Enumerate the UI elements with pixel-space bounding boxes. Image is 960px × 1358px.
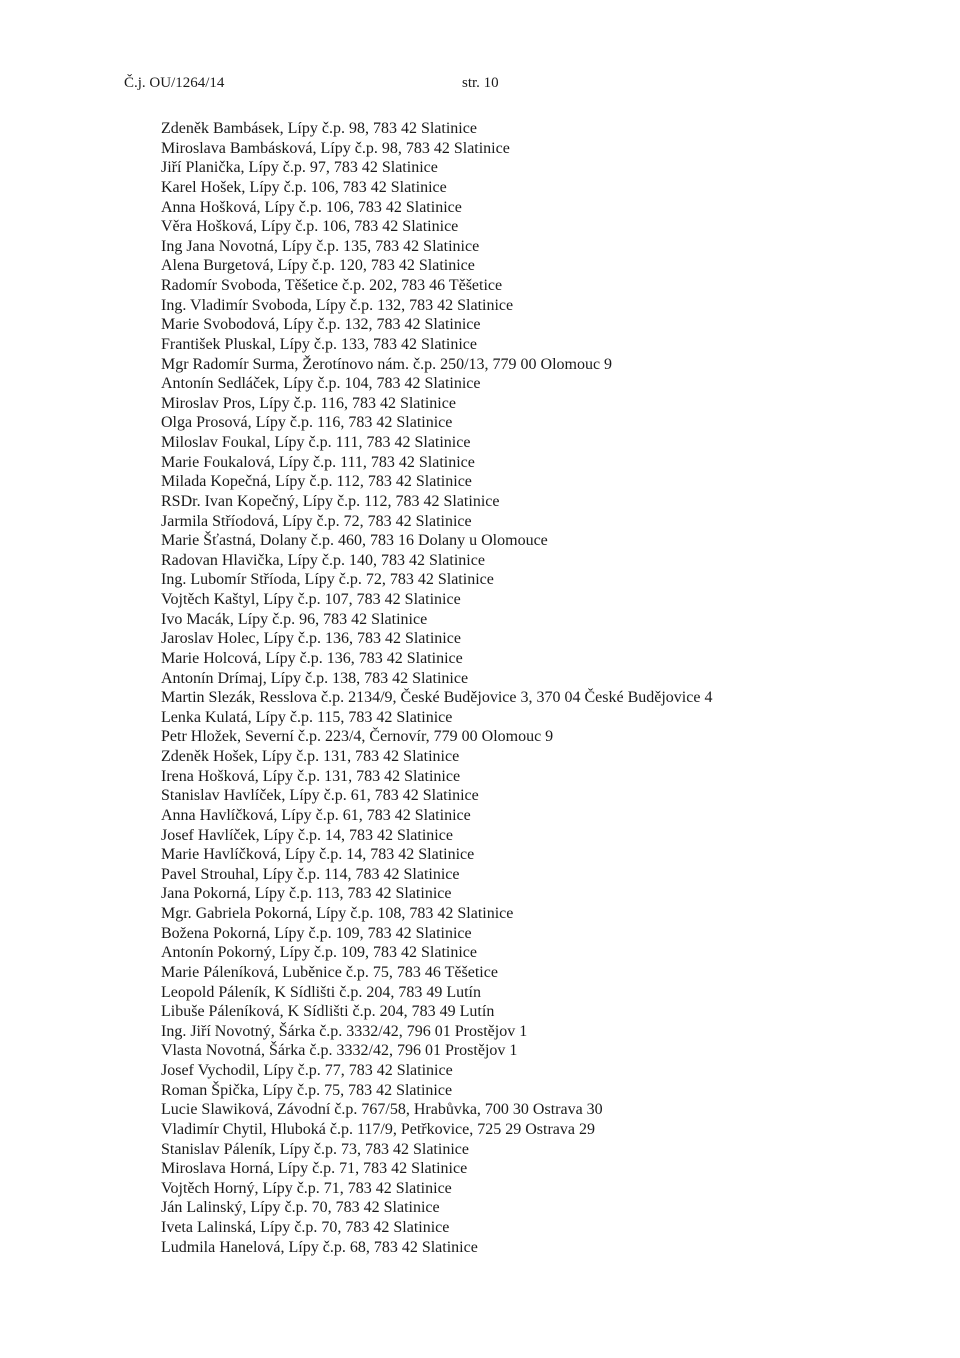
list-item: Irena Hošková, Lípy č.p. 131, 783 42 Slatinice <box>161 767 461 785</box>
list-item: Ing. Jiří Novotný, Šárka č.p. 3332/42, 796 01 Prostějov 1 <box>161 1022 528 1040</box>
list-item: Anna Havlíčková, Lípy č.p. 61, 783 42 Slatinice <box>161 806 471 824</box>
list-item: Petr Hložek, Severní č.p. 223/4, Černovír, 779 00 Olomouc 9 <box>161 728 554 746</box>
list-item: Věra Hošková, Lípy č.p. 106, 783 42 Slatinice <box>161 218 459 236</box>
list-item: Vlasta Novotná, Šárka č.p. 3332/42, 796 01 Prostějov 1 <box>161 1042 518 1060</box>
list-item: Ivo Macák, Lípy č.p. 96, 783 42 Slatinice <box>161 610 428 628</box>
list-item: Jaroslav Holec, Lípy č.p. 136, 783 42 Slatinice <box>161 630 461 648</box>
list-item: Anna Hošková, Lípy č.p. 106, 783 42 Slatinice <box>161 198 462 216</box>
list-item: Leopold Páleník, K Sídlišti č.p. 204, 783 49 Lutín <box>161 983 481 1001</box>
list-item: Ludmila Hanelová, Lípy č.p. 68, 783 42 Slatinice <box>161 1238 478 1256</box>
list-item: RSDr. Ivan Kopečný, Lípy č.p. 112, 783 42 Slatinice <box>161 492 500 510</box>
list-item: Vojtěch Horný, Lípy č.p. 71, 783 42 Slatinice <box>161 1179 452 1197</box>
list-item: Marie Svobodová, Lípy č.p. 132, 783 42 Slatinice <box>161 316 481 334</box>
list-item: Marie Šťastná, Dolany č.p. 460, 783 16 Dolany u Olomouce <box>161 532 548 550</box>
list-item: Marie Havlíčková, Lípy č.p. 14, 783 42 Slatinice <box>161 846 475 864</box>
list-item: František Pluskal, Lípy č.p. 133, 783 42 Slatinice <box>161 335 477 353</box>
list-item: Jarmila Stříodová, Lípy č.p. 72, 783 42 Slatinice <box>161 512 472 530</box>
list-item: Iveta Lalinská, Lípy č.p. 70, 783 42 Slatinice <box>161 1219 450 1236</box>
list-item: Radovan Hlavička, Lípy č.p. 140, 783 42 Slatinice <box>161 551 485 569</box>
list-item: Mgr. Gabriela Pokorná, Lípy č.p. 108, 783 42 Slatinice <box>161 905 514 922</box>
list-item: Libuše Páleníková, K Sídlišti č.p. 204, 783 49 Lutín <box>161 1003 495 1021</box>
list-item: Marie Foukalová, Lípy č.p. 111, 783 42 Slatinice <box>161 453 475 471</box>
list-item: Pavel Strouhal, Lípy č.p. 114, 783 42 Slatinice <box>161 865 460 883</box>
list-item: Antonín Pokorný, Lípy č.p. 109, 783 42 Slatinice <box>161 944 477 962</box>
list-item: Josef Havlíček, Lípy č.p. 14, 783 42 Slatinice <box>161 826 453 844</box>
list-item: Ing Jana Novotná, Lípy č.p. 135, 783 42 Slatinice <box>161 237 480 255</box>
page-number: str. 10 <box>462 75 499 91</box>
address-list <box>161 119 712 1257</box>
list-item: Marie Holcová, Lípy č.p. 136, 783 42 Slatinice <box>161 649 463 667</box>
list-item: Vladimír Chytil, Hluboká č.p. 117/9, Petřkovice, 725 29 Ostrava 29 <box>161 1120 596 1138</box>
list-item: Stanislav Havlíček, Lípy č.p. 61, 783 42 Slatinice <box>161 787 479 805</box>
list-item: Mgr Radomír Surma, Žerotínovo nám. č.p. 250/13, 779 00 Olomouc 9 <box>161 355 613 373</box>
list-item: Lenka Kulatá, Lípy č.p. 115, 783 42 Slatinice <box>161 708 453 726</box>
list-item: Olga Prosová, Lípy č.p. 116, 783 42 Slatinice <box>161 414 453 432</box>
list-item: Ing. Vladimír Svoboda, Lípy č.p. 132, 783 42 Slatinice <box>161 296 514 314</box>
list-item: Zdeněk Hošek, Lípy č.p. 131, 783 42 Slatinice <box>161 748 460 765</box>
list-item: Božena Pokorná, Lípy č.p. 109, 783 42 Slatinice <box>161 924 472 942</box>
list-item: Martin Slezák, Resslova č.p. 2134/9, České Budějovice 3, 370 04 České Budějovice 4 <box>161 689 713 707</box>
list-item: Ján Lalinský, Lípy č.p. 70, 783 42 Slatinice <box>161 1199 440 1217</box>
document-reference: Č.j. OU/1264/14 <box>124 75 225 91</box>
list-item: Jiří Planička, Lípy č.p. 97, 783 42 Slatinice <box>161 159 438 177</box>
list-item: Miroslav Pros, Lípy č.p. 116, 783 42 Slatinice <box>161 394 456 412</box>
list-item: Milada Kopečná, Lípy č.p. 112, 783 42 Slatinice <box>161 473 472 491</box>
list-item: Antonín Sedláček, Lípy č.p. 104, 783 42 Slatinice <box>161 375 481 393</box>
list-item: Jana Pokorná, Lípy č.p. 113, 783 42 Slatinice <box>161 885 452 903</box>
list-item: Stanislav Páleník, Lípy č.p. 73, 783 42 Slatinice <box>161 1140 469 1158</box>
list-item: Marie Páleníková, Luběnice č.p. 75, 783 46 Těšetice <box>161 963 498 981</box>
list-item: Alena Burgetová, Lípy č.p. 120, 783 42 Slatinice <box>161 257 475 275</box>
list-item: Josef Vychodil, Lípy č.p. 77, 783 42 Slatinice <box>161 1062 453 1079</box>
list-item: Vojtěch Kaštyl, Lípy č.p. 107, 783 42 Slatinice <box>161 591 461 608</box>
list-item: Lucie Slawiková, Závodní č.p. 767/58, Hrabůvka, 700 30 Ostrava 30 <box>161 1101 603 1119</box>
list-item: Antonín Drímaj, Lípy č.p. 138, 783 42 Slatinice <box>161 669 469 687</box>
list-item: Miloslav Foukal, Lípy č.p. 111, 783 42 Slatinice <box>161 434 471 451</box>
list-item: Ing. Lubomír Stříoda, Lípy č.p. 72, 783 42 Slatinice <box>161 571 494 589</box>
list-item: Miroslava Horná, Lípy č.p. 71, 783 42 Slatinice <box>161 1160 468 1178</box>
list-item: Radomír Svoboda, Těšetice č.p. 202, 783 46 Těšetice <box>161 277 503 294</box>
list-item: Zdeněk Bambásek, Lípy č.p. 98, 783 42 Slatinice <box>161 120 477 137</box>
list-item: Karel Hošek, Lípy č.p. 106, 783 42 Slatinice <box>161 178 447 196</box>
list-item: Miroslava Bambásková, Lípy č.p. 98, 783 42 Slatinice <box>161 139 510 157</box>
list-item: Roman Špička, Lípy č.p. 75, 783 42 Slatinice <box>161 1081 453 1099</box>
